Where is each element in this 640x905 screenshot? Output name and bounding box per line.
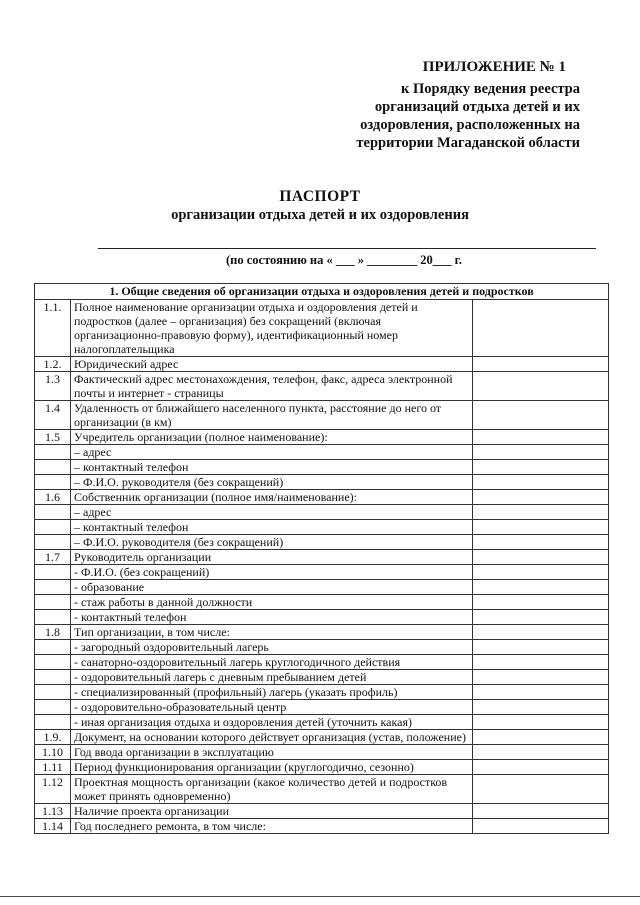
row-label: Тип организации, в том числе: [71,625,473,640]
table-row [35,460,609,475]
row-label: - санаторно-оздоровительный лагерь круглогодичного действия [71,655,473,670]
table-row [35,685,609,700]
row-number: 1.5 [35,430,71,445]
row-label: – адрес [71,445,473,460]
table-row [35,625,609,640]
row-number [35,445,71,460]
row-value-cell[interactable] [473,745,609,760]
row-number: 1.11 [35,760,71,775]
row-number [35,700,71,715]
row-label: – контактный телефон [71,460,473,475]
table-row [35,445,609,460]
row-number [35,655,71,670]
row-value-cell[interactable] [473,685,609,700]
row-value-cell[interactable] [473,535,609,550]
row-number [35,715,71,730]
row-label: Учредитель организации (полное наименование): [71,430,473,445]
row-label: - контактный телефон [71,610,473,625]
row-number [35,535,71,550]
table-row [35,300,609,357]
row-number [35,520,71,535]
row-number: 1.6 [35,490,71,505]
row-label: – Ф.И.О. руководителя (без сокращений) [71,475,473,490]
as-of-date-line: (по состоянию на « ___ » ________ 20___ г. [226,253,463,267]
row-label: Период функционирования организации (круглогодично, сезонно) [71,760,473,775]
row-label: - оздоровительный лагерь с дневным пребыванием детей [71,670,473,685]
appendix-line: оздоровления, расположенных на [360,117,580,133]
table-row [35,535,609,550]
row-number: 1.2. [35,357,71,372]
row-value-cell[interactable] [473,625,609,640]
row-number: 1.7 [35,550,71,565]
row-label: - загородный оздоровительный лагерь [71,640,473,655]
row-label: Полное наименование организации отдыха и оздоровления детей и подростков (далее – организация) без сокращений (включая организационно-правовую форму), идентификационный номер налогоплательщика [71,300,473,357]
row-number: 1.12 [35,775,71,804]
row-label: Удаленность от ближайшего населенного пункта, расстояние до него от организации (в км) [71,401,473,430]
row-number [35,505,71,520]
row-label: - специализированный (профильный) лагерь (указать профиль) [71,685,473,700]
table-row [35,550,609,565]
row-label: - образование [71,580,473,595]
row-label: Юридический адрес [71,357,473,372]
row-number [35,565,71,580]
table-row [35,401,609,430]
passport-table [34,283,609,834]
row-number [35,460,71,475]
row-label: Руководитель организации [71,550,473,565]
row-number [35,475,71,490]
row-label: - иная организация отдыха и оздоровления детей (уточнить какая) [71,715,473,730]
table-row [35,475,609,490]
table-row [35,655,609,670]
appendix-number: ПРИЛОЖЕНИЕ № 1 [422,59,566,75]
table-row [35,730,609,745]
table-row [35,372,609,401]
row-number: 1.10 [35,745,71,760]
row-number: 1.9. [35,730,71,745]
row-value-cell[interactable] [473,490,609,505]
row-value-cell[interactable] [473,760,609,775]
row-value-cell[interactable] [473,357,609,372]
row-value-cell[interactable] [473,445,609,460]
row-label: – адрес [71,505,473,520]
row-value-cell[interactable] [473,700,609,715]
name-fill-line [98,248,596,249]
row-value-cell[interactable] [473,715,609,730]
appendix-line: территории Магаданской области [356,135,580,151]
table-row [35,670,609,685]
table-row [35,745,609,760]
row-value-cell[interactable] [473,505,609,520]
table-row [35,610,609,625]
row-value-cell[interactable] [473,640,609,655]
row-value-cell[interactable] [473,670,609,685]
row-value-cell[interactable] [473,372,609,401]
row-value-cell[interactable] [473,819,609,834]
row-label: Документ, на основании которого действует организация (устав, положение) [71,730,473,745]
row-label: Фактический адрес местонахождения, телефон, факс, адреса электронной почты и интернет - страницы [71,372,473,401]
row-value-cell[interactable] [473,610,609,625]
row-label: – Ф.И.О. руководителя (без сокращений) [71,535,473,550]
page-subtitle: организации отдыха детей и их оздоровления [171,207,469,223]
table-row [35,804,609,819]
row-value-cell[interactable] [473,730,609,745]
table-row [35,595,609,610]
row-number: 1.13 [35,804,71,819]
row-value-cell[interactable] [473,565,609,580]
row-value-cell[interactable] [473,550,609,565]
row-label: Наличие проекта организации [71,804,473,819]
table-row [35,357,609,372]
row-label: - оздоровительно-образовательный центр [71,700,473,715]
appendix-block [330,58,610,152]
row-value-cell[interactable] [473,460,609,475]
appendix-line: к Порядку ведения реестра [401,81,580,97]
row-value-cell[interactable] [473,580,609,595]
row-number: 1.3 [35,372,71,401]
table-row [35,565,609,580]
row-number: 1.8 [35,625,71,640]
row-number [35,685,71,700]
section-heading: 1. Общие сведения об организации отдыха и оздоровления детей и подростков [35,284,609,300]
table-row [35,760,609,775]
row-value-cell[interactable] [473,655,609,670]
row-number: 1.4 [35,401,71,430]
page-bottom-edge [0,896,640,897]
section-heading-row [35,284,609,300]
table-row [35,700,609,715]
row-label: - стаж работы в данной должности [71,595,473,610]
row-value-cell[interactable] [473,300,609,357]
table-row [35,640,609,655]
row-label: Проектная мощность организации (какое количество детей и подростков может принять одновременно) [71,775,473,804]
row-number [35,640,71,655]
table-row [35,580,609,595]
table-row [35,775,609,804]
table-row [35,490,609,505]
appendix-line: организаций отдыха детей и их [374,99,580,115]
row-value-cell[interactable] [473,475,609,490]
row-label: Собственник организации (полное имя/наименование): [71,490,473,505]
row-label: Год ввода организации в эксплуатацию [71,745,473,760]
row-number [35,670,71,685]
row-number [35,580,71,595]
row-value-cell[interactable] [473,430,609,445]
row-label: Год последнего ремонта, в том числе: [71,819,473,834]
row-label: - Ф.И.О. (без сокращений) [71,565,473,580]
page-title: ПАСПОРТ [279,188,361,205]
row-value-cell[interactable] [473,401,609,430]
row-number [35,610,71,625]
row-value-cell[interactable] [473,775,609,804]
table-row [35,505,609,520]
table-row [35,819,609,834]
row-value-cell[interactable] [473,804,609,819]
row-number: 1.14 [35,819,71,834]
row-number [35,595,71,610]
table-row [35,430,609,445]
row-number: 1.1. [35,300,71,357]
table-row [35,715,609,730]
row-value-cell[interactable] [473,595,609,610]
table-row [35,520,609,535]
row-value-cell[interactable] [473,520,609,535]
row-label: – контактный телефон [71,520,473,535]
